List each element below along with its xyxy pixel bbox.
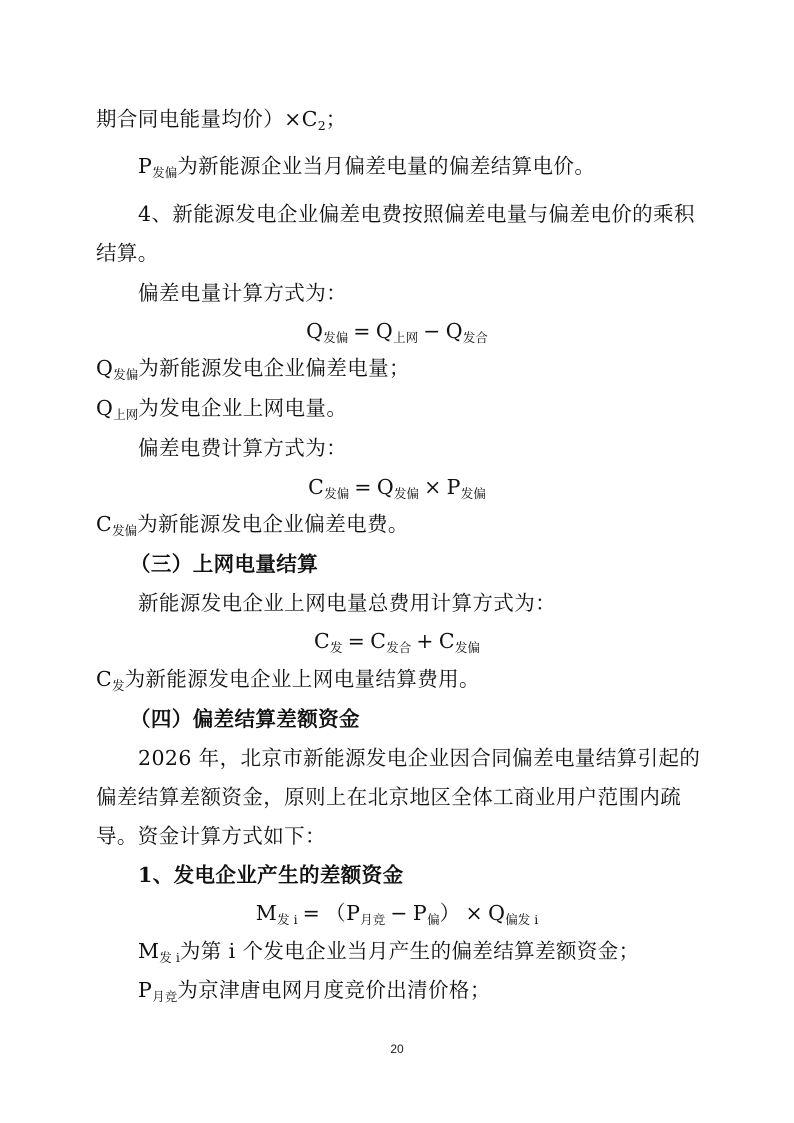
formula-difference-fund: $M_{发 i} = (P_{月竞} - P_偏) \times Q_{偏发 i}$ <box>255 901 539 927</box>
formula-deviation-fee: $C_{发偏} = Q_{发偏} \times P_{发偏}$ <box>308 475 486 501</box>
paragraph-grid-fee-intro: 新能源发电企业上网电量总费用计算方式为： <box>138 591 556 615</box>
paragraph-2026-line3: 导。资金计算方式如下： <box>96 824 326 848</box>
paragraph-deviation-quantity-intro: 偏差电量计算方式为： <box>138 281 347 305</box>
paragraph-c-deviation: $C_{发偏}$为新能源发电企业偏差电费。 <box>96 512 409 538</box>
paragraph-2026-line2: 偏差结算差额资金，原则上在北京地区全体工商业用户范围内疏 <box>96 785 682 809</box>
paragraph-m-definition: $M_{发 i}$为第 i 个发电企业当月产生的偏差结算差额资金； <box>138 939 640 965</box>
paragraph-q-deviation: $Q_{发偏}$为新能源发电企业偏差电量； <box>96 356 410 382</box>
paragraph-p-deviation-price: $P_{发偏}$为新能源企业当月偏差电量的偏差结算电价。 <box>138 154 596 180</box>
formula-grid-fee: $C_发 = C_{发合} + C_{发偏}$ <box>314 629 480 655</box>
formula-deviation-quantity: $Q_{发偏} = Q_{上网} - Q_{发合}$ <box>306 319 488 345</box>
heading-item-1: 1、发电企业产生的差额资金 <box>138 863 404 887</box>
paragraph-deviation-fee-intro: 偏差电费计算方式为： <box>138 436 347 460</box>
heading-section-3: （三）上网电量结算 <box>130 552 319 576</box>
heading-section-4: （四）偏差结算差额资金 <box>130 707 360 731</box>
paragraph-q-grid: $Q_{上网}$为发电企业上网电量。 <box>96 396 348 422</box>
paragraph-item4-line1: 4、新能源发电企业偏差电费按照偏差电量与偏差电价的乘积 <box>138 202 695 226</box>
paragraph-c-fa: $C_发$为新能源发电企业上网电量结算费用。 <box>96 667 480 693</box>
paragraph-2026-line1: 2026 年，北京市新能源发电企业因合同偏差电量结算引起的 <box>138 746 701 770</box>
page-number: 20 <box>390 1042 404 1056</box>
paragraph-p-monthly-bid: $P_{月竞}$为京津唐电网月度竞价出清价格； <box>138 978 491 1004</box>
paragraph-c2-tail: 期合同电能量均价）$\times C_2$； <box>96 107 347 133</box>
paragraph-item4-line2: 结算。 <box>96 241 159 265</box>
